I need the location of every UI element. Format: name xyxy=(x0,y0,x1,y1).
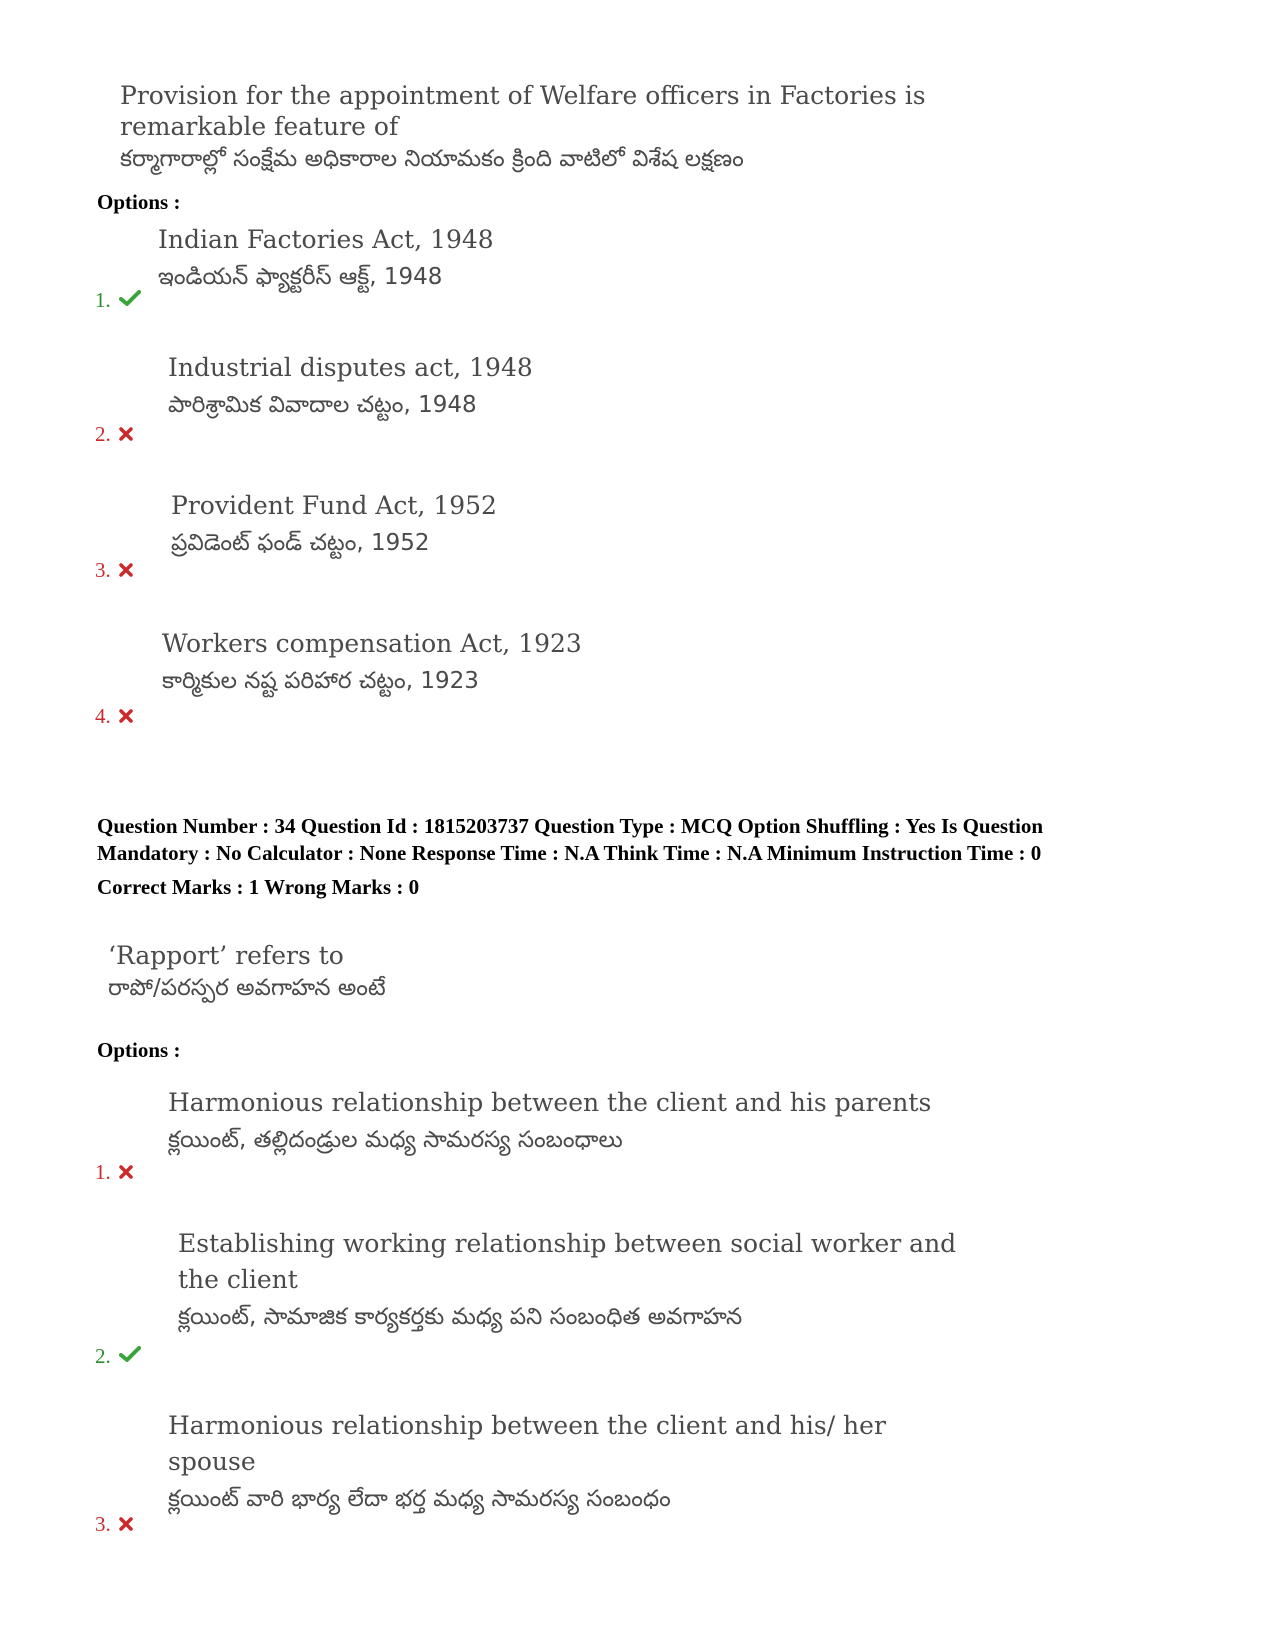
question-33-english-line-1: Provision for the appointment of Welfare officers in Factories is xyxy=(120,81,926,110)
option-telugu: కార్మికుల నష్ట పరిహార చట్టం, 1923 xyxy=(162,668,479,694)
metadata-line: Question Number : 34 Question Id : 1815203737 Question Type : MCQ Option Shuffling : Yes Is Question xyxy=(97,814,1044,838)
question-34-english: ‘Rapport’ refers to xyxy=(108,941,344,970)
option-number: 3. xyxy=(95,1512,111,1536)
question-33-option-4-number xyxy=(95,704,133,729)
question-34-option-1-number xyxy=(95,1160,133,1185)
option-english: Indian Factories Act, 1948 xyxy=(158,225,494,254)
cross-icon xyxy=(119,1512,133,1537)
option-english: Workers compensation Act, 1923 xyxy=(162,629,582,658)
option-telugu: క్లయింట్, సామాజిక కార్యకర్తకు మధ్య పని సంబంధిత అవగాహన xyxy=(178,1304,743,1330)
question-33-option-1-number xyxy=(95,288,141,313)
question-34-option-2-text xyxy=(178,1226,956,1336)
question-33-option-3-number xyxy=(95,558,133,583)
option-telugu: క్లయింట్ వారి భార్య లేదా భర్త మధ్య సామరస్య సంబంధం xyxy=(168,1486,671,1512)
question-33-text xyxy=(120,80,926,176)
cross-icon xyxy=(119,1160,133,1185)
option-english-line-1: Establishing working relationship between social worker and xyxy=(178,1229,957,1258)
question-34-telugu: రాపో/పరస్పర అవగాహన అంటే xyxy=(108,975,386,1001)
question-33-options-label: Options : xyxy=(97,190,181,214)
metadata-marks: Correct Marks : 1 Wrong Marks : 0 xyxy=(97,875,420,899)
question-34-option-3-text xyxy=(168,1408,886,1518)
question-34-option-3-number xyxy=(95,1512,133,1537)
option-english-line-2: spouse xyxy=(168,1447,256,1476)
question-34-option-2-number xyxy=(95,1344,141,1369)
option-english-line-1: Harmonious relationship between the client and his/ her xyxy=(168,1411,886,1440)
option-number: 3. xyxy=(95,558,111,582)
question-33-option-2-text xyxy=(168,350,533,424)
question-34-option-1-text xyxy=(168,1085,931,1159)
option-number: 2. xyxy=(95,422,111,446)
check-icon xyxy=(119,288,141,313)
question-33-option-3-text xyxy=(171,488,497,562)
option-telugu: క్లయింట్, తల్లిదండ్రుల మధ్య సామరస్య సంబంధాలు xyxy=(168,1127,623,1153)
question-33-english-line-2: remarkable feature of xyxy=(120,112,399,141)
metadata-line: Mandatory : No Calculator : None Response Time : N.A Think Time : N.A Minimum Instruction Time : 0 xyxy=(97,841,1042,865)
option-telugu: ఇండియన్ ఫ్యాక్టరీస్ ఆక్ట్, 1948 xyxy=(158,264,443,290)
question-33-option-1-text xyxy=(158,222,494,296)
option-number: 4. xyxy=(95,704,111,728)
question-34-text xyxy=(108,940,386,1005)
question-33-option-4-text xyxy=(162,626,582,700)
option-number: 2. xyxy=(95,1344,111,1368)
cross-icon xyxy=(119,558,133,583)
check-icon xyxy=(119,1344,141,1369)
question-34-options-label: Options : xyxy=(97,1038,181,1062)
question-33-option-2-number xyxy=(95,422,133,447)
option-number: 1. xyxy=(95,1160,111,1184)
option-telugu: ప్రవిడెంట్ ఫండ్ చట్టం, 1952 xyxy=(171,530,430,556)
option-english-line-2: the client xyxy=(178,1265,298,1294)
question-34-metadata xyxy=(97,813,1197,901)
option-number: 1. xyxy=(95,288,111,312)
option-telugu: పారిశ్రామిక వివాదాల చట్టం, 1948 xyxy=(168,392,477,418)
option-english: Provident Fund Act, 1952 xyxy=(171,491,497,520)
cross-icon xyxy=(119,704,133,729)
cross-icon xyxy=(119,422,133,447)
option-english: Harmonious relationship between the client and his parents xyxy=(168,1088,932,1117)
question-33-telugu: కర్మాగారాల్లో సంక్షేమ అధికారాల నియామకం క్రింది వాటిలో విశేష లక్షణం xyxy=(120,146,744,172)
option-english: Industrial disputes act, 1948 xyxy=(168,353,533,382)
